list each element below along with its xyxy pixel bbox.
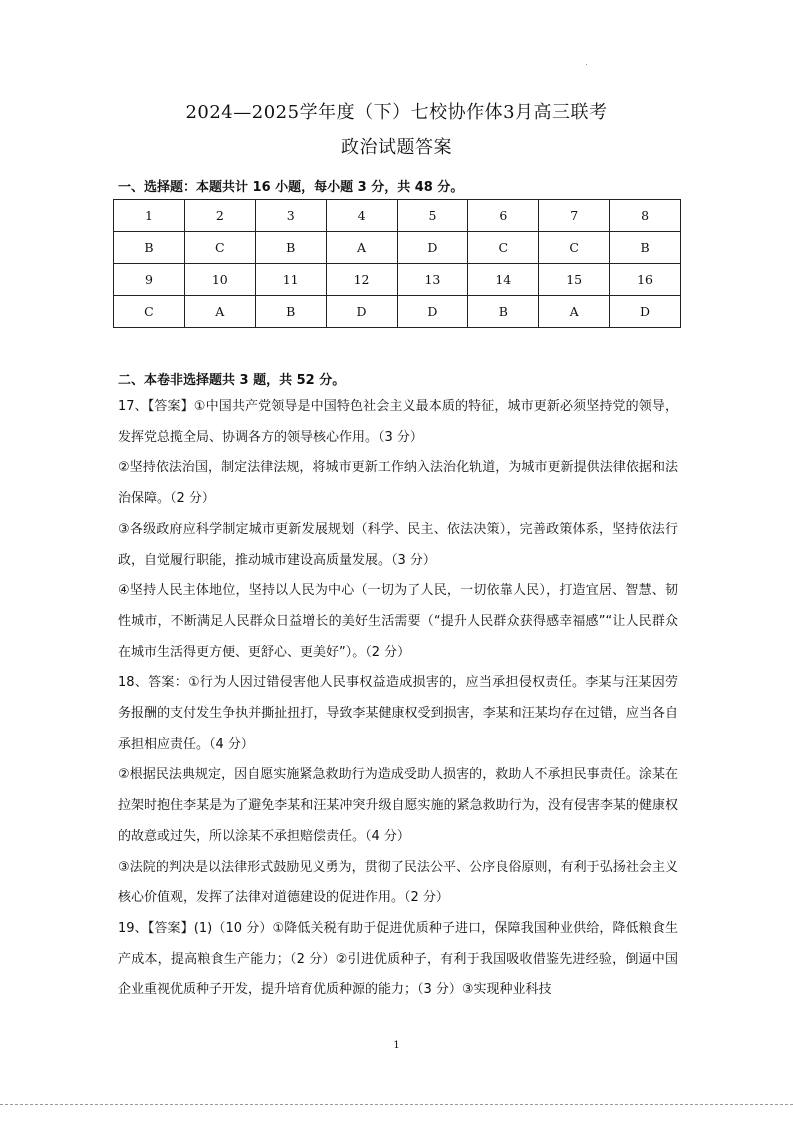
paragraph: ②坚持依法治国，制定法律法规，将城市更新工作纳入法治化轨道，为城市更新提供法律依据和法治保障。（2 分）: [118, 460, 678, 507]
table-cell: 11: [255, 264, 326, 296]
paragraph: 17、【答案】①中国共产党领导是中国特色社会主义最本质的特征，城市更新必须坚持党的领导，发挥党总揽全局、协调各方的领导核心作用。（3 分）: [118, 399, 678, 445]
table-cell: B: [468, 296, 539, 328]
footer-divider: [0, 1104, 793, 1106]
table-cell: 13: [397, 264, 468, 296]
table-cell: 14: [468, 264, 539, 296]
table-cell: 4: [326, 200, 397, 232]
table-cell: A: [539, 296, 610, 328]
table-row: [114, 232, 681, 264]
document-subtitle: 政治试题答案: [341, 137, 452, 158]
table-cell: C: [184, 232, 255, 264]
answer-table: [113, 199, 681, 328]
table-cell: B: [610, 232, 681, 264]
paragraph: 18、答案：①行为人因过错侵害他人民事权益造成损害的，应当承担侵权责任。李某与汪某因劳务报酬的支付发生争执并撕扯扭打，导致李某健康权受到损害，李某和汪某均存在过错，应当各自承担相应责任。（4 分）: [118, 675, 678, 752]
table-cell: 6: [468, 200, 539, 232]
table-cell: D: [610, 296, 681, 328]
answer-body-text: [118, 392, 678, 1006]
table-cell: 12: [326, 264, 397, 296]
table-cell: 1: [114, 200, 185, 232]
table-cell: 2: [184, 200, 255, 232]
document-title: 2024—2025学年度（下）七校协作体3月高三联考: [185, 102, 608, 123]
table-cell: C: [114, 296, 185, 328]
table-cell: 8: [610, 200, 681, 232]
table-row: [114, 264, 681, 296]
page-number: 1: [393, 1040, 400, 1051]
table-cell: C: [468, 232, 539, 264]
table-cell: 9: [114, 264, 185, 296]
table-cell: 7: [539, 200, 610, 232]
paragraph: 19、【答案】(1)（10 分）①降低关税有助于促进优质种子进口，保障我国种业供给，降低粮食生产成本，提高粮食生产能力；（2 分）②引进优质种子，有利于我国吸收借鉴先进经验，倒逼中国企业重视优质种子开发，提升培育优质种源的能力；（3 分）③实现种业科技: [118, 920, 678, 998]
paragraph: ③各级政府应科学制定城市更新发展规划（科学、民主、依法决策），完善政策体系，坚持依法行政，自觉履行职能，推动城市建设高质量发展。（3 分）: [118, 521, 678, 568]
table-cell: 10: [184, 264, 255, 296]
section-2-heading: 二、本卷非选择题共 3 题，共 52 分。: [118, 373, 346, 388]
table-cell: D: [326, 296, 397, 328]
paragraph: ④坚持人民主体地位，坚持以人民为中心（一切为了人民，一切依靠人民），打造宜居、智慧、韧性城市，不断满足人民群众日益增长的美好生活需要（“提升人民群众获得感幸福感”“让人民群众在城市生活得更方便、更舒心、更美好”）。（2 分）: [118, 583, 678, 660]
paragraph: ③法院的判决是以法律形式鼓励见义勇为，贯彻了民法公平、公序良俗原则，有利于弘扬社会主义核心价值观，发挥了法律对道德建设的促进作用。（2 分）: [118, 859, 678, 906]
table-cell: D: [397, 232, 468, 264]
table-cell: 5: [397, 200, 468, 232]
table-row: [114, 200, 681, 232]
table-cell: 16: [610, 264, 681, 296]
table-cell: B: [255, 232, 326, 264]
section-1-heading: 一、选择题：本题共计 16 小题，每小题 3 分，共 48 分。: [118, 180, 464, 195]
table-cell: 3: [255, 200, 326, 232]
table-cell: 15: [539, 264, 610, 296]
table-row: [114, 296, 681, 328]
table-cell: D: [397, 296, 468, 328]
scan-speck: [586, 64, 587, 65]
table-cell: A: [184, 296, 255, 328]
table-cell: B: [114, 232, 185, 264]
table-cell: C: [539, 232, 610, 264]
table-cell: B: [255, 296, 326, 328]
table-cell: A: [326, 232, 397, 264]
paragraph: ②根据民法典规定，因自愿实施紧急救助行为造成受助人损害的，救助人不承担民事责任。涂某在拉架时抱住李某是为了避免李某和汪某冲突升级自愿实施的紧急救助行为，没有侵害李某的健康权的故意或过失，所以涂某不承担赔偿责任。（4 分）: [118, 767, 678, 844]
